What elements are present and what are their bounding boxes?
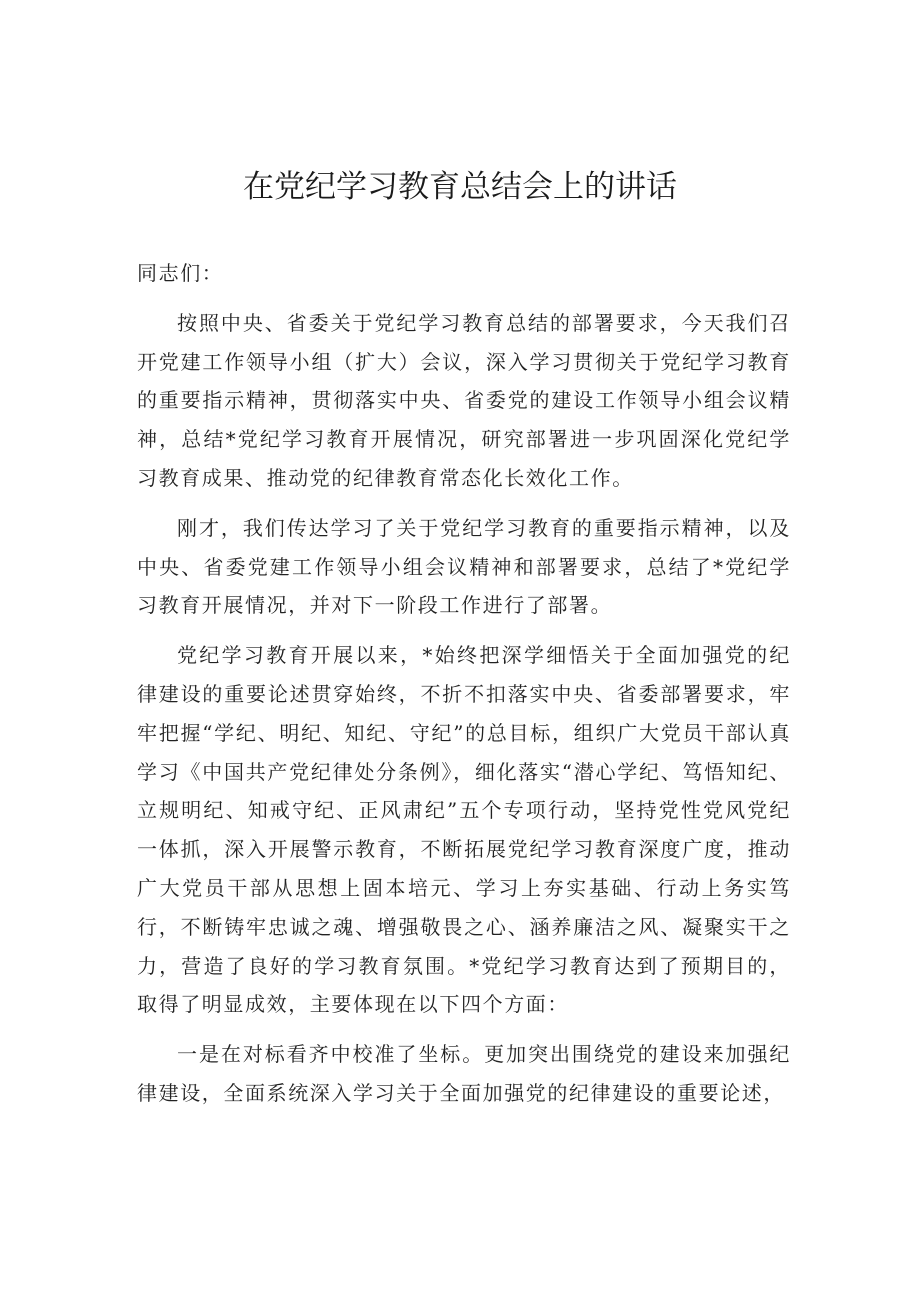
document-body (137, 254, 791, 1113)
paragraph-1: 按照中央、省委关于党纪学习教育总结的部署要求，今天我们召开党建工作领导小组（扩大）会议，深入学习贯彻关于党纪学习教育的重要指示精神，贯彻落实中央、省委党的建设工作领导小组会议精神，总结*党纪学习教育开展情况，研究部署进一步巩固深化党纪学习教育成果、推动党的纪律教育常态化长效化工作。 (137, 310, 791, 490)
document-title: 在党纪学习教育总结会上的讲话 (243, 169, 677, 205)
salutation: 同志们： (137, 261, 224, 285)
paragraph-3: 党纪学习教育开展以来，*始终把深学细悟关于全面加强党的纪律建设的重要论述贯穿始终，不折不扣落实中央、省委部署要求，牢牢把握“学纪、明纪、知纪、守纪”的总目标，组织广大党员干部认真学习《中国共产党纪律处分条例》，细化落实“潜心学纪、笃悟知纪、立规明纪、知戒守纪、正风肃纪”五个专项行动，坚持党性党风党纪一体抓，深入开展警示教育，不断拓展党纪学习教育深度广度，推动广大党员干部从思想上固本培元、学习上夯实基础、行动上务实笃行，不断铸牢忠诚之魂、增强敬畏之心、涵养廉洁之风、凝聚实干之力，营造了良好的学习教育氛围。*党纪学习教育达到了预期目的，取得了明显成效，主要体现在以下四个方面： (137, 643, 791, 1017)
paragraph-2: 刚才，我们传达学习了关于党纪学习教育的重要指示精神，以及中央、省委党建工作领导小组会议精神和部署要求，总结了*党纪学习教育开展情况，并对下一阶段工作进行了部署。 (137, 515, 791, 618)
paragraph-4: 一是在对标看齐中校准了坐标。更加突出围绕党的建设来加强纪律建设，全面系统深入学习关于全面加强党的纪律建设的重要论述， (137, 1042, 791, 1105)
